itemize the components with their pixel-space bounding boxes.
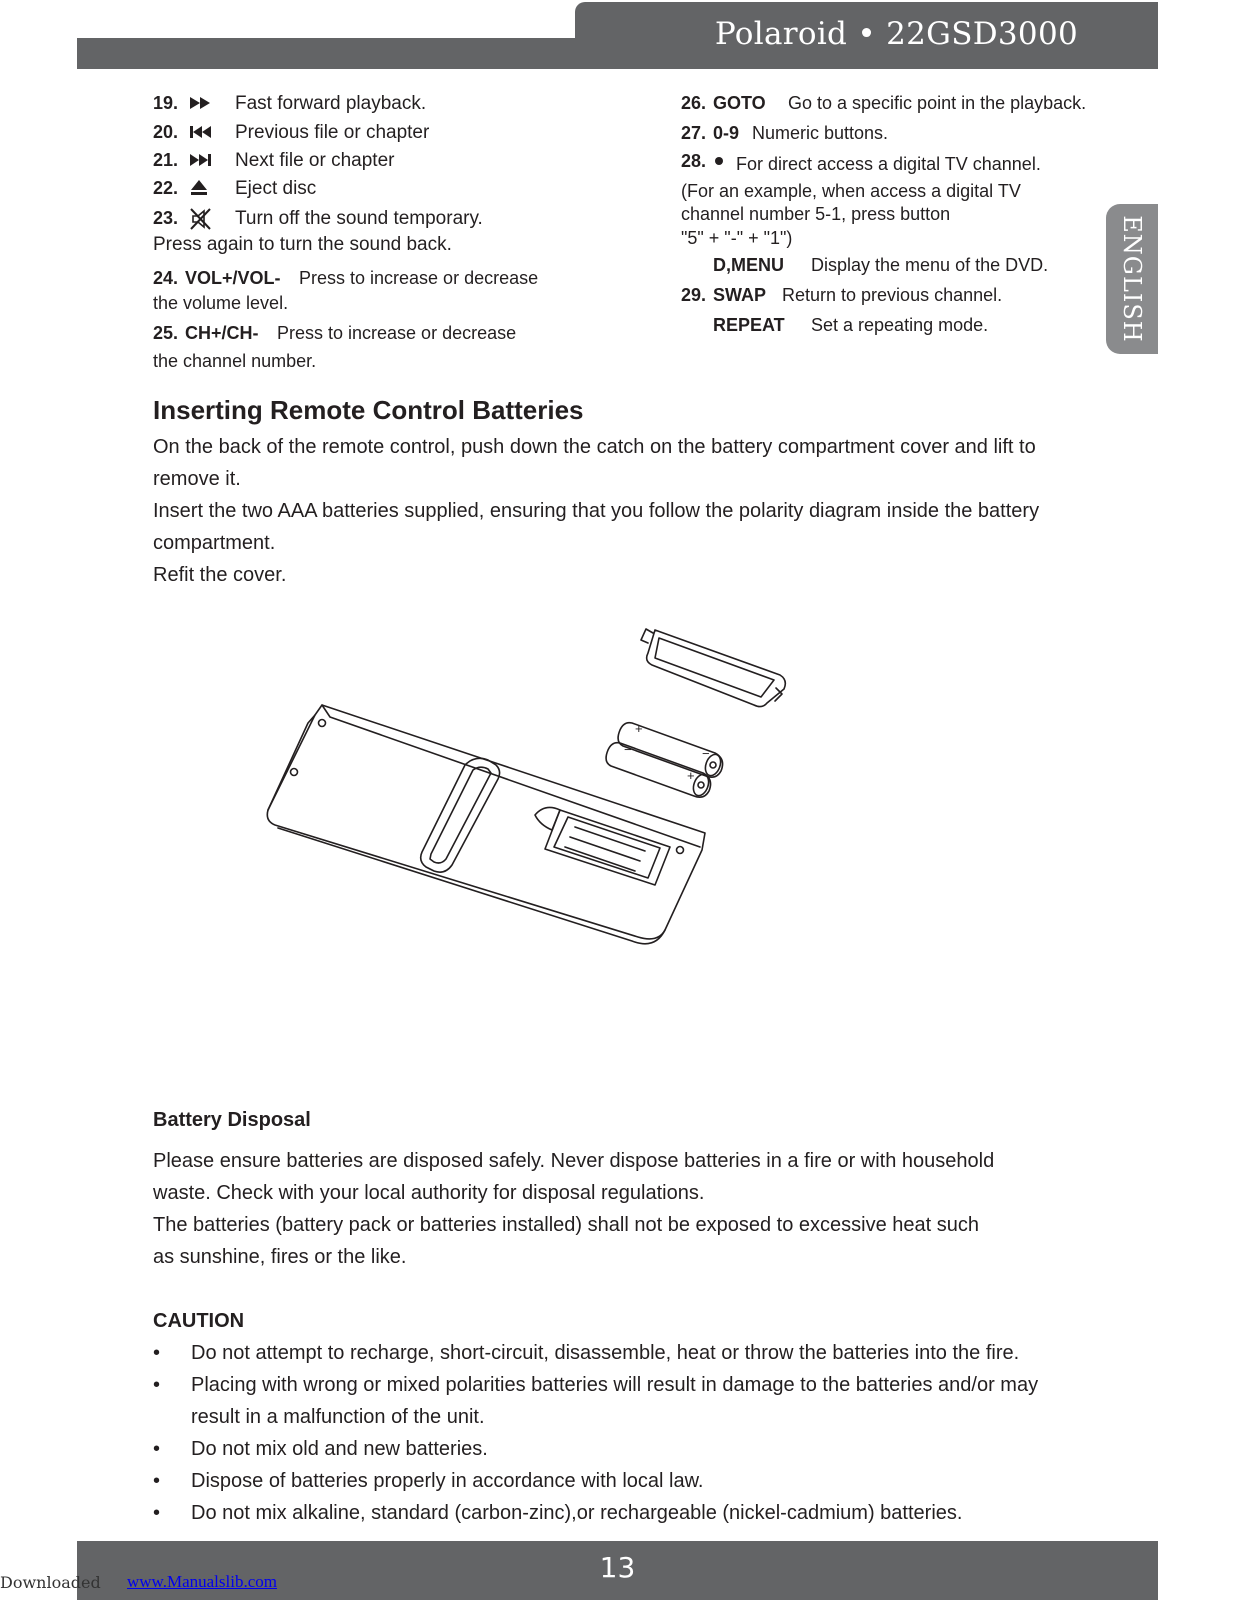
para-line: The batteries (battery pack or batteries installed) shall not be exposed to excessive heat such: [153, 1214, 980, 1236]
caution-text: Dispose of batteries properly in accordance with local law.: [191, 1470, 704, 1492]
caution-item: [153, 1342, 1019, 1365]
battery-compartment: [545, 810, 670, 885]
manualslib-link[interactable]: www.Manualslib.com: [127, 1572, 277, 1591]
item-number: 19.: [153, 93, 179, 113]
brand-separator: •: [857, 16, 876, 52]
caution-text: Do not attempt to recharge, short-circuit, disassemble, heat or throw the batteries into the fire.: [191, 1342, 1020, 1364]
bullet: •: [153, 1374, 161, 1396]
remote-battery-illustration: [260, 625, 810, 965]
bullet: •: [153, 1502, 161, 1524]
para-line: Please ensure batteries are disposed safely. Never dispose batteries in a fire or with household: [153, 1150, 995, 1172]
item-number: 23.: [153, 208, 179, 228]
item-text: Go to a specific point in the playback.: [788, 93, 1087, 113]
dot-icon: [714, 156, 724, 166]
item-text: Press to increase or decrease: [277, 323, 517, 343]
screw: [319, 720, 326, 727]
item-number: 29.: [681, 285, 707, 305]
item-number: 25.: [153, 323, 179, 343]
remote-body: [267, 705, 705, 939]
para-line: remove it.: [153, 468, 241, 490]
caution-text: result in a malfunction of the unit.: [191, 1406, 485, 1428]
section-title: Inserting Remote Control Batteries: [153, 395, 584, 425]
item-text: Press to increase or decrease: [299, 268, 539, 288]
item-text: Fast forward playback.: [235, 93, 427, 114]
plus-mark: +: [687, 768, 695, 783]
eject-icon: [191, 180, 207, 196]
fast-forward-icon: [190, 97, 212, 109]
bullet: •: [153, 1438, 161, 1460]
caution-item: [153, 1502, 962, 1525]
item-number: 22.: [153, 178, 179, 198]
item-number: 26.: [681, 93, 707, 113]
para-line: On the back of the remote control, push down the catch on the battery compartment cover and lift to: [153, 436, 1036, 458]
disposal-title: Battery Disposal: [153, 1109, 311, 1131]
item-text: Numeric buttons.: [752, 123, 889, 143]
minus-mark: −: [624, 742, 632, 757]
para-line: compartment.: [153, 532, 276, 554]
item-text: Next file or chapter: [235, 150, 395, 171]
screw: [677, 847, 684, 854]
previous-icon: [190, 126, 212, 138]
item-key: VOL+/VOL-: [185, 268, 281, 288]
item-text: Turn off the sound temporary.: [235, 208, 483, 229]
item-key: D,MENU: [713, 255, 784, 275]
caution-title: CAUTION: [153, 1310, 245, 1332]
para-line: Refit the cover.: [153, 564, 287, 586]
caution-item-cont: [153, 1406, 485, 1429]
item-text: Eject disc: [235, 178, 317, 199]
bullet: •: [153, 1342, 161, 1364]
item-text-cont: (For an example, when access a digital TV: [681, 181, 1021, 201]
language-tab: [1106, 204, 1158, 354]
item-number: 20.: [153, 122, 179, 142]
item-text-cont: Press again to turn the sound back.: [153, 234, 452, 255]
item-key: GOTO: [713, 93, 766, 113]
caution-item: [153, 1374, 1038, 1397]
item-text: Return to previous channel.: [782, 285, 1003, 305]
item-text-cont: the volume level.: [153, 293, 289, 313]
model-number: 22GSD3000: [886, 16, 1078, 52]
item-text: Previous file or chapter: [235, 122, 430, 143]
caution-item: [153, 1438, 488, 1461]
item-text: Display the menu of the DVD.: [811, 255, 1049, 275]
language-label: ENGLISH: [1118, 215, 1146, 343]
screw: [291, 769, 298, 776]
plus-mark: +: [635, 721, 643, 736]
minus-mark: −: [702, 746, 710, 761]
item-text: Set a repeating mode.: [811, 315, 989, 335]
header-tab: [575, 2, 1158, 52]
header-title: [715, 16, 1078, 52]
caution-item: [153, 1470, 703, 1493]
para-line: waste. Check with your local authority for disposal regulations.: [153, 1182, 705, 1204]
battery-instructions: [153, 431, 1103, 591]
item-text-cont: "5" + "-" + "1"): [681, 228, 793, 248]
disposal-text: [153, 1145, 1103, 1273]
item-key: CH+/CH-: [185, 323, 259, 343]
next-icon: [190, 154, 212, 166]
item-key: 0-9: [713, 123, 740, 143]
para-line: Insert the two AAA batteries supplied, ensuring that you follow the polarity diagram inside the battery: [153, 500, 1040, 522]
remote-slot: [421, 758, 500, 872]
item-text-cont: channel number 5-1, press button: [681, 204, 951, 224]
brand-name: Polaroid: [714, 16, 848, 52]
item-key: REPEAT: [713, 315, 785, 335]
item-text-cont: the channel number.: [153, 351, 317, 371]
item-key: SWAP: [713, 285, 767, 305]
downloaded-label: Downloaded: [0, 1573, 101, 1592]
item-number: 21.: [153, 150, 179, 170]
item-number: 27.: [681, 123, 707, 143]
item-number: 28.: [681, 151, 707, 171]
bullet: •: [153, 1470, 161, 1492]
item-number: 24.: [153, 268, 179, 288]
para-line: as sunshine, fires or the like.: [153, 1246, 407, 1268]
caution-text: Do not mix old and new batteries.: [191, 1438, 488, 1460]
page-number: 13: [599, 1551, 636, 1584]
caution-text: Do not mix alkaline, standard (carbon-zinc),or rechargeable (nickel-cadmium) batteries.: [191, 1502, 963, 1524]
mute-icon: [190, 208, 212, 230]
caution-text: Placing with wrong or mixed polarities batteries will result in damage to the batteries and/or may: [191, 1374, 1039, 1396]
item-text: For direct access a digital TV channel.: [736, 154, 1041, 174]
battery: [606, 743, 710, 798]
